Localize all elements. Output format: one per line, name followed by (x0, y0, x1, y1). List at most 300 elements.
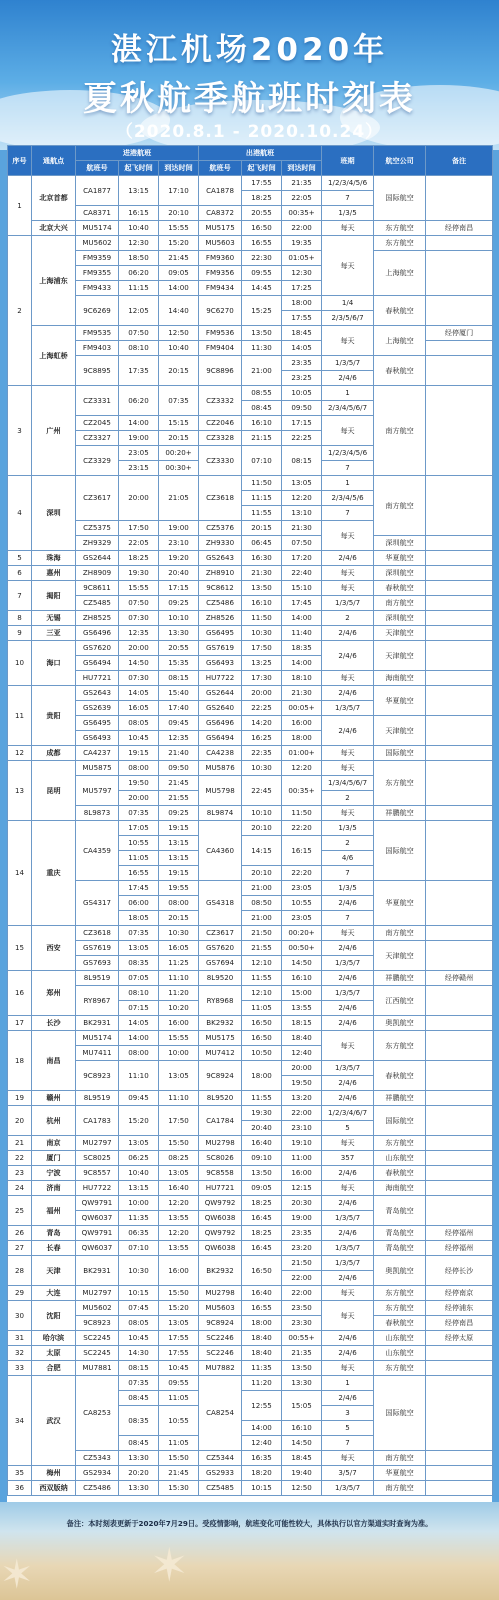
in-dep-cell: 07:10 (119, 1241, 159, 1256)
seq-cell: 15 (8, 926, 32, 971)
out-arr-cell: 11:00 (282, 1151, 322, 1166)
beach-footer (0, 1502, 499, 1600)
remark-cell: 经停太原 (426, 1331, 493, 1346)
in-flight-cell: BK2931 (76, 1016, 119, 1031)
in-dep-cell: 10:45 (119, 1331, 159, 1346)
in-arr-cell: 13:15 (159, 836, 199, 851)
starfish-icon: ✶ (0, 1552, 34, 1598)
out-dep-cell: 16:45 (242, 1241, 282, 1256)
remark-cell (426, 806, 493, 821)
out-flight-cell: QW6038 (199, 1211, 242, 1226)
schedule-cell: 1/3/5/7 (322, 986, 374, 1001)
in-arr-cell: 09:50 (159, 761, 199, 776)
remark-cell (426, 476, 493, 536)
seq-cell: 36 (8, 1481, 32, 1496)
schedule-cell: 2/3/4/5/6 (322, 491, 374, 506)
out-dep-cell: 20:10 (242, 821, 282, 836)
out-arr-cell: 00:35+ (282, 206, 322, 221)
table-row (8, 686, 493, 701)
in-flight-cell: CA4359 (76, 821, 119, 881)
schedule-cell: 2/4/6 (322, 641, 374, 671)
out-dep-cell: 18:40 (242, 1331, 282, 1346)
out-flight-cell: ZH8910 (199, 566, 242, 581)
in-arr-cell: 23:10 (159, 536, 199, 551)
in-flight-cell: GS2643 (76, 686, 119, 701)
schedule-cell: 每天 (322, 1451, 374, 1466)
table-row (8, 1181, 493, 1196)
out-dep-cell: 10:10 (242, 806, 282, 821)
airline-cell: 天津航空 (374, 716, 426, 746)
out-arr-cell: 22:40 (282, 566, 322, 581)
title-line-2: 夏秋航季航班时刻表 (83, 79, 416, 119)
schedule-cell: 2/4/6 (322, 626, 374, 641)
in-flight-cell: SC8025 (76, 1151, 119, 1166)
schedule-cell: 7 (322, 191, 374, 206)
city-cell: 郑州 (32, 971, 76, 1016)
out-flight-cell: 9C8558 (199, 1166, 242, 1181)
in-arr-cell: 19:00 (159, 521, 199, 536)
table-row (8, 356, 493, 371)
schedule-cell: 2/3/5/6/7 (322, 311, 374, 326)
out-arr-cell: 22:00 (282, 1286, 322, 1301)
in-arr-cell: 13:05 (159, 1061, 199, 1091)
out-dep-cell: 16:30 (242, 551, 282, 566)
in-arr-cell: 15:50 (159, 1136, 199, 1151)
out-arr-cell: 17:55 (282, 311, 322, 326)
out-dep-cell: 10:15 (242, 1481, 282, 1496)
in-dep-cell: 08:35 (119, 956, 159, 971)
in-arr-cell: 12:35 (159, 731, 199, 746)
in-arr-cell: 15:35 (159, 656, 199, 671)
seq-cell: 2 (8, 236, 32, 386)
in-flight-cell: FM9403 (76, 341, 119, 356)
schedule-cell: 2/4/6 (322, 1346, 374, 1361)
schedule-cell: 2 (322, 611, 374, 626)
table-row (8, 671, 493, 686)
remark-cell (426, 1451, 493, 1466)
in-flight-cell: GS4317 (76, 881, 119, 926)
out-arr-cell: 14:05 (282, 341, 322, 356)
in-flight-cell: CZ5486 (76, 1481, 119, 1496)
out-dep-cell: 11:35 (242, 1361, 282, 1376)
out-flight-cell: CZ2046 (199, 416, 242, 431)
schedule-cell: 2/3/4/5/6/7 (322, 401, 374, 416)
out-flight-cell: FM9356 (199, 266, 242, 281)
table-row (8, 1031, 493, 1046)
schedule-cell: 1/3/5/7 (322, 596, 374, 611)
in-arr-cell: 15:20 (159, 236, 199, 251)
seq-cell: 35 (8, 1466, 32, 1481)
in-arr-cell: 21:45 (159, 776, 199, 791)
airline-cell: 祥鹏航空 (374, 806, 426, 821)
remark-cell (426, 926, 493, 941)
out-flight-cell: QW9792 (199, 1196, 242, 1211)
in-dep-cell: 14:05 (119, 1016, 159, 1031)
out-dep-cell: 16:40 (242, 1136, 282, 1151)
out-dep-cell: 14:20 (242, 716, 282, 731)
out-dep-cell: 17:55 (242, 176, 282, 191)
in-flight-cell: 9C8557 (76, 1166, 119, 1181)
in-dep-cell: 16:55 (119, 866, 159, 881)
schedule-cell: 每天 (322, 521, 374, 551)
out-dep-cell: 12:40 (242, 1436, 282, 1451)
in-flight-cell: ZH9329 (76, 536, 119, 551)
out-arr-cell: 01:05+ (282, 251, 322, 266)
in-dep-cell: 20:20 (119, 1466, 159, 1481)
out-arr-cell: 12:50 (282, 1481, 322, 1496)
seq-cell: 19 (8, 1091, 32, 1106)
schedule-cell: 1/3/5/7 (322, 1256, 374, 1271)
out-dep-cell: 21:50 (242, 926, 282, 941)
table-row (8, 551, 493, 566)
airline-cell: 祥鹏航空 (374, 971, 426, 986)
remark-cell: 经停南京 (426, 1286, 493, 1301)
out-arr-cell: 18:00 (282, 731, 322, 746)
airline-cell: 奥凯航空 (374, 1256, 426, 1286)
remark-cell (426, 356, 493, 386)
table-row (8, 641, 493, 656)
out-arr-cell: 00:20+ (282, 926, 322, 941)
remark-cell (426, 251, 493, 296)
in-dep-cell: 15:20 (119, 1106, 159, 1136)
seq-cell: 27 (8, 1241, 32, 1256)
out-dep-cell: 08:50 (242, 896, 282, 911)
in-flight-cell: 8L9519 (76, 1091, 119, 1106)
airline-cell: 华夏航空 (374, 551, 426, 566)
in-flight-cell: MU5174 (76, 1031, 119, 1046)
airline-cell: 东方航空 (374, 1361, 426, 1376)
in-arr-cell: 09:25 (159, 596, 199, 611)
city-cell: 宁波 (32, 1166, 76, 1181)
seq-cell: 10 (8, 641, 32, 686)
out-arr-cell: 15:00 (282, 986, 322, 1001)
out-dep-cell: 20:15 (242, 521, 282, 536)
in-arr-cell: 19:15 (159, 866, 199, 881)
in-arr-cell: 12:20 (159, 1196, 199, 1211)
in-arr-cell: 13:05 (159, 1316, 199, 1331)
table-row (8, 1481, 493, 1496)
in-dep-cell: 17:35 (119, 356, 159, 386)
table-row (8, 1286, 493, 1301)
schedule-cell: 1/3/5/7 (322, 1481, 374, 1496)
timetable-sheet (7, 145, 492, 1502)
out-arr-cell: 23:35 (282, 1226, 322, 1241)
out-arr-cell: 18:00 (282, 296, 322, 311)
schedule-cell: 7 (322, 866, 374, 881)
remark-cell: 经停福州 (426, 1241, 493, 1256)
airline-cell: 山东航空 (374, 1331, 426, 1346)
airline-cell: 春秋航空 (374, 1061, 426, 1091)
schedule-cell: 2/4/6 (322, 1271, 374, 1286)
seq-cell: 20 (8, 1106, 32, 1136)
airline-cell: 天津航空 (374, 941, 426, 971)
out-flight-cell: MU2798 (199, 1136, 242, 1151)
remark-cell (426, 686, 493, 716)
in-arr-cell: 21:05 (159, 476, 199, 521)
remark-cell (426, 671, 493, 686)
out-dep-cell: 13:50 (242, 326, 282, 341)
seq-cell: 22 (8, 1151, 32, 1166)
airline-cell: 上海航空 (374, 251, 426, 296)
city-cell: 重庆 (32, 821, 76, 926)
remark-cell (426, 341, 493, 356)
out-arr-cell: 21:30 (282, 521, 322, 536)
in-arr-cell: 09:25 (159, 806, 199, 821)
out-arr-cell: 17:15 (282, 416, 322, 431)
out-arr-cell: 19:10 (282, 1136, 322, 1151)
schedule-cell: 每天 (322, 1136, 374, 1151)
in-arr-cell: 15:20 (159, 1301, 199, 1316)
remark-cell (426, 566, 493, 581)
col-header-in-dep: 起飞时间 (119, 161, 159, 176)
schedule-cell: 2/4/6 (322, 716, 374, 746)
in-dep-cell: 12:35 (119, 626, 159, 641)
out-flight-cell: ZH8526 (199, 611, 242, 626)
airline-cell: 东方航空 (374, 236, 426, 251)
out-flight-cell: MU5175 (199, 221, 242, 236)
table-row (8, 386, 493, 401)
in-flight-cell: SC2245 (76, 1331, 119, 1346)
in-arr-cell: 10:00 (159, 1046, 199, 1061)
city-cell: 济南 (32, 1181, 76, 1196)
airline-cell: 南方航空 (374, 1481, 426, 1496)
in-flight-cell: GS7619 (76, 941, 119, 956)
in-flight-cell: QW9791 (76, 1196, 119, 1211)
in-flight-cell: GS7693 (76, 956, 119, 971)
in-flight-cell: GS6494 (76, 656, 119, 671)
in-dep-cell: 12:05 (119, 296, 159, 326)
out-dep-cell: 10:50 (242, 1046, 282, 1061)
schedule-cell: 2/4/6 (322, 941, 374, 956)
out-dep-cell: 11:50 (242, 476, 282, 491)
in-dep-cell: 13:05 (119, 1136, 159, 1151)
in-flight-cell: GS2639 (76, 701, 119, 716)
out-arr-cell: 09:50 (282, 401, 322, 416)
out-flight-cell: SC2246 (199, 1346, 242, 1361)
airline-cell: 深圳航空 (374, 566, 426, 581)
airline-cell: 国际航空 (374, 1376, 426, 1451)
out-dep-cell: 14:00 (242, 1421, 282, 1436)
in-arr-cell: 21:45 (159, 251, 199, 266)
table-row (8, 1451, 493, 1466)
table-row (8, 611, 493, 626)
remark-cell (426, 1481, 493, 1496)
airline-cell: 东方航空 (374, 761, 426, 806)
out-flight-cell: MU5603 (199, 236, 242, 251)
out-dep-cell: 11:15 (242, 491, 282, 506)
table-row (8, 251, 493, 266)
out-flight-cell: MU5876 (199, 761, 242, 776)
in-arr-cell: 08:25 (159, 1151, 199, 1166)
in-flight-cell: MU5602 (76, 236, 119, 251)
in-arr-cell: 15:15 (159, 416, 199, 431)
schedule-cell: 1/3/5 (322, 821, 374, 836)
remark-cell (426, 296, 493, 326)
in-arr-cell: 00:20+ (159, 446, 199, 461)
table-row (8, 566, 493, 581)
col-header-out-flight: 航班号 (199, 161, 242, 176)
out-arr-cell: 22:00 (282, 1271, 322, 1286)
airline-cell: 东方航空 (374, 1031, 426, 1061)
schedule-cell: 2/4/6 (322, 896, 374, 911)
table-row (8, 236, 493, 251)
table-row (8, 1226, 493, 1241)
out-dep-cell: 15:25 (242, 296, 282, 326)
seq-cell: 1 (8, 176, 32, 236)
seq-cell: 17 (8, 1016, 32, 1031)
out-dep-cell: 16:50 (242, 1031, 282, 1046)
in-flight-cell: CZ5375 (76, 521, 119, 536)
table-row (8, 806, 493, 821)
seq-cell: 6 (8, 566, 32, 581)
in-arr-cell: 13:15 (159, 851, 199, 866)
out-dep-cell: 17:50 (242, 641, 282, 656)
out-flight-cell: CZ3618 (199, 476, 242, 521)
table-row (8, 536, 493, 551)
out-arr-cell: 18:35 (282, 641, 322, 656)
col-header-seq: 序号 (8, 146, 32, 176)
in-arr-cell: 07:35 (159, 386, 199, 416)
remark-cell (426, 1031, 493, 1061)
in-arr-cell: 09:55 (159, 1376, 199, 1391)
schedule-cell: 2/4/6 (322, 1196, 374, 1211)
out-arr-cell: 20:00 (282, 1061, 322, 1076)
in-dep-cell: 14:30 (119, 1346, 159, 1361)
in-dep-cell: 07:05 (119, 971, 159, 986)
out-arr-cell: 12:20 (282, 761, 322, 776)
out-flight-cell: GS2640 (199, 701, 242, 716)
in-arr-cell: 13:55 (159, 1241, 199, 1256)
in-dep-cell: 07:50 (119, 596, 159, 611)
out-arr-cell: 12:30 (282, 266, 322, 281)
table-row (8, 221, 493, 236)
schedule-cell: 7 (322, 911, 374, 926)
in-flight-cell: CA8253 (76, 1376, 119, 1451)
out-flight-cell: SC2246 (199, 1331, 242, 1346)
seq-cell: 18 (8, 1031, 32, 1091)
in-arr-cell: 13:05 (159, 1166, 199, 1181)
out-flight-cell: RY8968 (199, 986, 242, 1016)
out-dep-cell: 16:10 (242, 416, 282, 431)
table-row (8, 941, 493, 956)
table-row (8, 296, 493, 311)
seq-cell: 34 (8, 1376, 32, 1466)
remark-cell (426, 1196, 493, 1226)
in-flight-cell: MU5797 (76, 776, 119, 806)
out-flight-cell: CA8372 (199, 206, 242, 221)
airline-cell: 华夏航空 (374, 881, 426, 926)
out-flight-cell: CZ3330 (199, 446, 242, 476)
city-cell: 深圳 (32, 476, 76, 551)
airline-cell: 江西航空 (374, 986, 426, 1016)
remark-cell (426, 986, 493, 1016)
out-dep-cell: 21:00 (242, 356, 282, 386)
out-flight-cell: MU7412 (199, 1046, 242, 1061)
in-flight-cell: CA8371 (76, 206, 119, 221)
remark-cell (426, 1106, 493, 1136)
out-flight-cell: FM9404 (199, 341, 242, 356)
in-flight-cell: QW6037 (76, 1241, 119, 1256)
in-flight-cell: FM9433 (76, 281, 119, 296)
out-dep-cell: 09:10 (242, 1151, 282, 1166)
schedule-cell: 3/5/7 (322, 1466, 374, 1481)
out-arr-cell: 22:20 (282, 821, 322, 836)
airline-cell: 春秋航空 (374, 1316, 426, 1331)
out-arr-cell: 23:05 (282, 881, 322, 896)
out-flight-cell: 8L9874 (199, 806, 242, 821)
in-arr-cell: 13:55 (159, 1211, 199, 1226)
schedule-cell: 2 (322, 791, 374, 806)
in-arr-cell: 19:55 (159, 881, 199, 896)
out-arr-cell: 14:00 (282, 611, 322, 626)
in-arr-cell: 20:40 (159, 566, 199, 581)
schedule-cell: 每天 (322, 1286, 374, 1301)
out-dep-cell: 08:45 (242, 401, 282, 416)
in-flight-cell: HU7721 (76, 671, 119, 686)
out-arr-cell: 00:35+ (282, 776, 322, 806)
out-flight-cell: GS2643 (199, 551, 242, 566)
out-arr-cell: 18:45 (282, 1451, 322, 1466)
schedule-cell: 每天 (322, 581, 374, 596)
schedule-cell: 1/4 (322, 296, 374, 311)
seq-cell: 25 (8, 1196, 32, 1226)
airline-cell: 海南航空 (374, 1181, 426, 1196)
out-flight-cell: MU2798 (199, 1286, 242, 1301)
airline-cell: 春秋航空 (374, 356, 426, 386)
in-arr-cell: 15:55 (159, 221, 199, 236)
in-dep-cell: 08:35 (119, 1406, 159, 1436)
table-row (8, 1346, 493, 1361)
out-dep-cell: 17:30 (242, 671, 282, 686)
remark-cell (426, 626, 493, 641)
remark-cell: 经停南昌 (426, 1316, 493, 1331)
schedule-cell: 7 (322, 461, 374, 476)
city-cell: 南京 (32, 1136, 76, 1151)
out-dep-cell: 10:30 (242, 626, 282, 641)
out-dep-cell: 13:50 (242, 1166, 282, 1181)
in-flight-cell: CZ3617 (76, 476, 119, 521)
starfish-icon: ✶ (150, 1538, 189, 1592)
schedule-cell: 每天 (322, 1301, 374, 1331)
schedule-cell: 每天 (322, 1181, 374, 1196)
in-dep-cell: 10:40 (119, 1166, 159, 1181)
airline-cell: 海南航空 (374, 671, 426, 686)
out-flight-cell: HU7722 (199, 671, 242, 686)
in-flight-cell: FM9355 (76, 266, 119, 281)
remark-cell (426, 1376, 493, 1451)
out-flight-cell: FM9434 (199, 281, 242, 296)
out-dep-cell: 14:45 (242, 281, 282, 296)
out-flight-cell: MU5603 (199, 1301, 242, 1316)
out-dep-cell: 12:10 (242, 956, 282, 971)
city-cell: 福州 (32, 1196, 76, 1226)
in-arr-cell: 10:20 (159, 1001, 199, 1016)
out-flight-cell: QW6038 (199, 1241, 242, 1256)
seq-cell: 31 (8, 1331, 32, 1346)
out-dep-cell: 21:00 (242, 881, 282, 896)
schedule-cell: 1/3/5/7 (322, 956, 374, 971)
out-flight-cell: 9C8612 (199, 581, 242, 596)
schedule-cell: 5 (322, 1421, 374, 1436)
seq-cell: 30 (8, 1301, 32, 1331)
out-arr-cell: 13:10 (282, 506, 322, 521)
out-flight-cell: ZH9330 (199, 536, 242, 551)
out-arr-cell: 16:10 (282, 971, 322, 986)
out-dep-cell: 09:05 (242, 1181, 282, 1196)
out-arr-cell: 16:15 (282, 836, 322, 866)
col-header-schedule: 班期 (322, 146, 374, 176)
col-header-city: 通航点 (32, 146, 76, 176)
